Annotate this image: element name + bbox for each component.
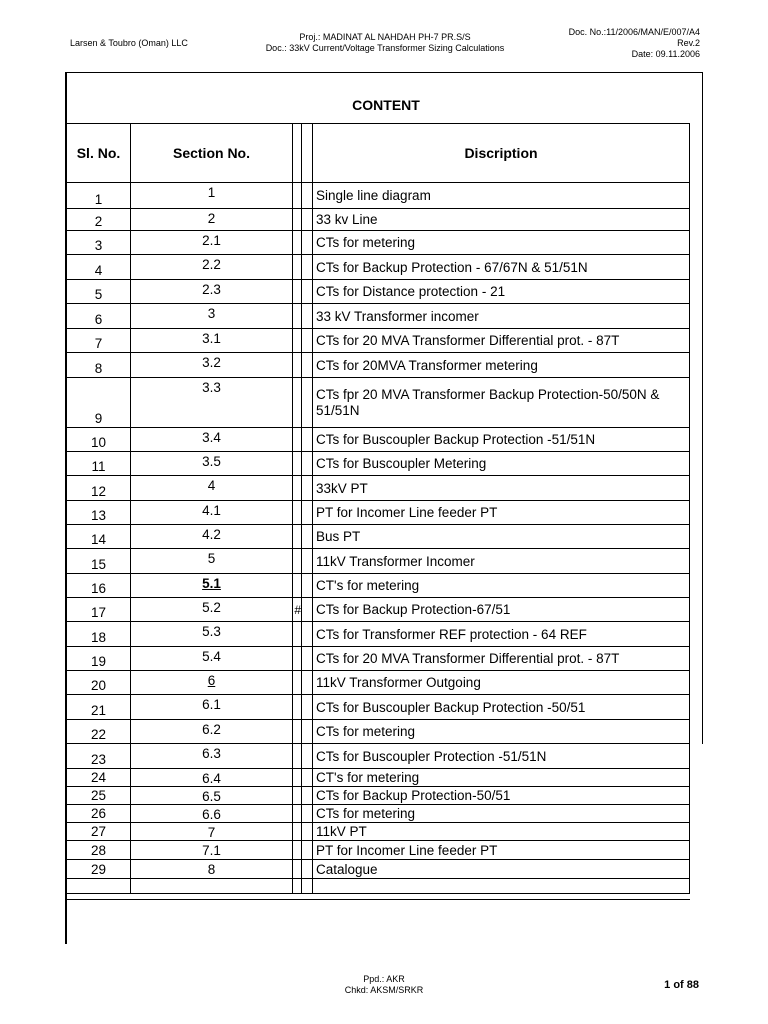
description-cell: CTs for metering [313,805,690,823]
sl-cell: 21 [67,695,131,720]
marker-cell [293,720,302,744]
spacer-cell [302,183,313,209]
spacer-cell [302,841,313,860]
table-row [67,720,690,744]
bottom-border-line [66,899,690,900]
column-header-description: Discription [313,124,690,183]
description-cell: CTs for Distance protection - 21 [313,280,690,304]
section-cell: 5 [131,549,293,574]
sl-cell: 15 [67,549,131,574]
section-cell: 3 [131,304,293,329]
project-block [200,32,570,54]
description-cell: 33 kV Transformer incomer [313,304,690,329]
marker-cell [293,695,302,720]
marker-cell [293,378,302,428]
sl-cell: 26 [67,805,131,823]
marker-cell [293,329,302,353]
spacer-cell [302,695,313,720]
spacer-cell [302,501,313,525]
section-cell: 4.1 [131,501,293,525]
project-name: Proj.: MADINAT AL NAHDAH PH-7 PR.S/S [299,32,471,42]
description-cell: CTs fpr 20 MVA Transformer Backup Protection-50/50N & 51/51N [313,378,690,428]
section-cell [131,671,293,695]
section-cell: 6.5 [131,787,293,805]
sl-cell: 20 [67,671,131,695]
section-cell: 6.3 [131,744,293,769]
description-cell: CTs for metering [313,720,690,744]
prepared-by: Ppd.: AKR [363,974,405,984]
section-cell: 3.4 [131,428,293,452]
spacer-cell [302,671,313,695]
document-number: Doc. No.:11/2006/MAN/E/007/A4 [568,27,700,37]
section-cell: 2 [131,209,293,231]
revision: Rev.2 [677,38,700,48]
description-cell: 11kV PT [313,823,690,841]
spacer-cell [302,622,313,647]
marker-cell [293,501,302,525]
sl-cell: 27 [67,823,131,841]
section-cell: 3.5 [131,452,293,476]
table-row [67,329,690,353]
spacer-cell [302,255,313,280]
column-header-sl: Sl. No. [67,124,131,183]
section-cell [131,574,293,598]
spacer-cell [302,280,313,304]
description-cell: 11kV Transformer Outgoing [313,671,690,695]
sl-cell: 6 [67,304,131,329]
marker-cell [293,671,302,695]
marker-cell: # [293,598,302,622]
marker-cell [293,428,302,452]
spacer-cell [302,720,313,744]
table-row [67,841,690,860]
table-row [67,428,690,452]
marker-cell [293,549,302,574]
spacer-cell [302,304,313,329]
sl-cell: 8 [67,353,131,378]
spacer-cell [302,549,313,574]
description-cell: PT for Incomer Line feeder PT [313,841,690,860]
document-info [569,27,700,60]
spacer-cell [302,598,313,622]
sl-cell: 25 [67,787,131,805]
spacer-cell [302,525,313,549]
table-row [67,744,690,769]
section-cell: 5.2 [131,598,293,622]
description-cell: CTs for Backup Protection-50/51 [313,787,690,805]
description-cell: 33kV PT [313,476,690,501]
section-cell: 4.2 [131,525,293,549]
marker-cell [293,304,302,329]
section-cell: 8 [131,860,293,879]
sl-cell: 19 [67,647,131,671]
sl-cell: 2 [67,209,131,231]
section-cell: 3.2 [131,353,293,378]
table-row [67,280,690,304]
description-cell: Single line diagram [313,183,690,209]
section-number: 6 [207,673,216,688]
marker-cell [293,805,302,823]
table-row [67,647,690,671]
section-cell: 2.2 [131,255,293,280]
spacer-cell [302,860,313,879]
description-cell: Catalogue [313,860,690,879]
section-cell: 2.3 [131,280,293,304]
description-cell: CTs for metering [313,231,690,255]
marker-cell [293,255,302,280]
spacer-cell [302,209,313,231]
footer-approval [284,974,484,996]
top-border-line [65,72,702,73]
section-cell: 3.1 [131,329,293,353]
spacer-cell [302,805,313,823]
table-row [67,231,690,255]
spacer-cell [302,744,313,769]
table-row [67,304,690,329]
spacer-cell [302,231,313,255]
spacer-cell [302,823,313,841]
table-row [67,860,690,879]
sl-cell: 29 [67,860,131,879]
marker-cell [293,787,302,805]
section-cell: 6.4 [131,769,293,787]
spacer-cell [302,329,313,353]
spacer-cell [302,879,313,894]
description-cell: CTs for Transformer REF protection - 64 REF [313,622,690,647]
spacer-cell [302,353,313,378]
sl-cell [67,879,131,894]
description-cell: CTs for Buscoupler Metering [313,452,690,476]
spacer-cell [302,647,313,671]
description-cell: CT's for metering [313,574,690,598]
section-cell: 6.6 [131,805,293,823]
section-cell: 7 [131,823,293,841]
sl-cell: 14 [67,525,131,549]
spacer-cell [302,787,313,805]
table-row [67,353,690,378]
document-title: Doc.: 33kV Current/Voltage Transformer Sizing Calculations [265,43,505,53]
marker-cell [293,622,302,647]
spacer-cell [302,769,313,787]
marker-cell [293,525,302,549]
marker-cell [293,744,302,769]
section-cell: 5.3 [131,622,293,647]
sl-cell: 9 [67,378,131,428]
sl-cell: 18 [67,622,131,647]
table-row [67,549,690,574]
description-cell: Bus PT [313,525,690,549]
table-row [67,183,690,209]
sl-cell: 4 [67,255,131,280]
marker-cell [293,574,302,598]
marker-cell [293,476,302,501]
table-row [67,209,690,231]
column-header-section: Section No. [131,124,293,183]
marker-cell [293,647,302,671]
spacer-cell [302,452,313,476]
marker-cell [293,231,302,255]
spacer-cell [302,476,313,501]
sl-cell: 17 [67,598,131,622]
right-border-line [702,72,703,744]
section-cell: 6.2 [131,720,293,744]
description-cell: CT's for metering [313,769,690,787]
description-cell: CTs for Backup Protection-67/51 [313,598,690,622]
table-row [67,378,690,428]
sl-cell: 22 [67,720,131,744]
marker-cell [293,860,302,879]
section-cell [131,879,293,894]
table-row [67,574,690,598]
spacer-cell [302,428,313,452]
marker-cell [293,209,302,231]
table-row [67,787,690,805]
page-number: 1 of 88 [664,979,699,991]
table-row [67,255,690,280]
page-title: CONTENT [352,97,420,113]
company-name: Larsen & Toubro (Oman) LLC [70,38,188,48]
sl-cell: 1 [67,183,131,209]
marker-cell [293,353,302,378]
marker-cell [293,823,302,841]
marker-cell [293,280,302,304]
table-row [67,823,690,841]
description-cell: CTs for Backup Protection - 67/67N & 51/51N [313,255,690,280]
marker-cell [293,841,302,860]
table-row [67,525,690,549]
marker-cell [293,452,302,476]
section-cell: 7.1 [131,841,293,860]
table-row [67,879,690,894]
sl-cell: 7 [67,329,131,353]
table-row [67,671,690,695]
sl-cell: 28 [67,841,131,860]
marker-cell [293,879,302,894]
description-cell: CTs for Buscoupler Protection -51/51N [313,744,690,769]
sl-cell: 12 [67,476,131,501]
table-row [67,501,690,525]
description-cell: PT for Incomer Line feeder PT [313,501,690,525]
description-cell: CTs for 20 MVA Transformer Differential prot. - 87T [313,647,690,671]
sl-cell: 13 [67,501,131,525]
table-row [67,805,690,823]
sl-cell: 5 [67,280,131,304]
checked-by: Chkd: AKSM/SRKR [344,985,424,995]
sl-cell: 16 [67,574,131,598]
section-number: 5.1 [202,576,221,591]
spacer-cell [302,378,313,428]
section-cell: 1 [131,183,293,209]
sl-cell: 3 [67,231,131,255]
description-cell: CTs for Buscoupler Backup Protection -51/51N [313,428,690,452]
section-cell: 6.1 [131,695,293,720]
description-cell: CTs for 20 MVA Transformer Differential prot. - 87T [313,329,690,353]
sl-cell: 10 [67,428,131,452]
description-cell: CTs for Buscoupler Backup Protection -50/51 [313,695,690,720]
sl-cell: 11 [67,452,131,476]
section-cell: 2.1 [131,231,293,255]
table-row [67,598,690,622]
marker-cell [293,183,302,209]
section-cell: 5.4 [131,647,293,671]
section-cell: 3.3 [131,378,293,428]
spacer-cell [302,574,313,598]
description-cell [313,879,690,894]
description-cell: 33 kv Line [313,209,690,231]
contents-table [66,123,690,894]
table-header-row [67,124,690,183]
table-row [67,769,690,787]
table-row [67,476,690,501]
description-cell: CTs for 20MVA Transformer metering [313,353,690,378]
table-row [67,452,690,476]
sl-cell: 24 [67,769,131,787]
description-cell: 11kV Transformer Incomer [313,549,690,574]
table-row [67,695,690,720]
section-cell: 4 [131,476,293,501]
table-row [67,622,690,647]
marker-cell [293,769,302,787]
sl-cell: 23 [67,744,131,769]
document-date: Date: 09.11.2006 [631,49,700,59]
